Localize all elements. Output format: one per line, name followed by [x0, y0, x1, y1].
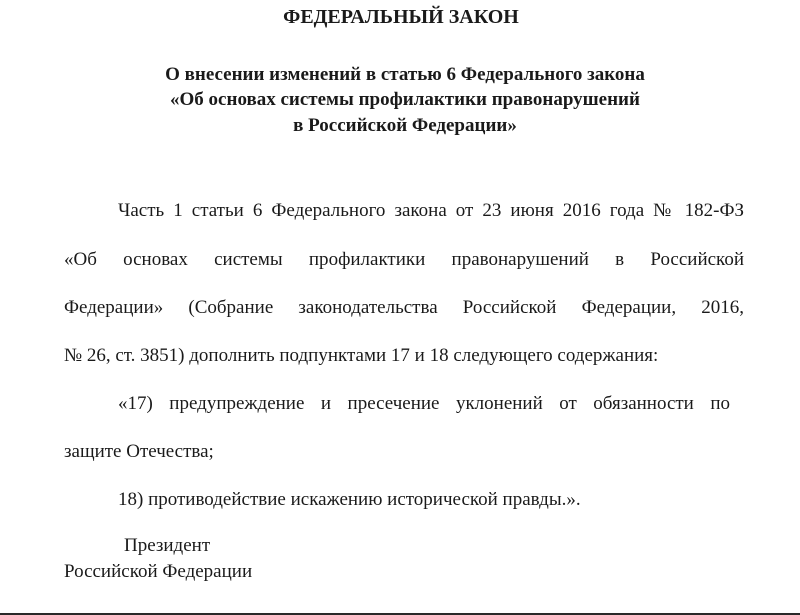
item-17-line-1: «17) предупреждение и пресечение уклонений от обязанности по	[118, 393, 730, 414]
body-line-3: Федерации» (Собрание законодательства Российской Федерации, 2016,	[64, 297, 744, 318]
body-line-1: Часть 1 статьи 6 Федерального закона от 23 июня 2016 года № 182-ФЗ	[118, 200, 744, 221]
title-line-1: О внесении изменений в статью 6 Федерального закона	[165, 64, 645, 85]
title-line-2: «Об основах системы профилактики правонарушений	[170, 89, 640, 110]
signature-country: Российской Федерации	[64, 561, 253, 582]
item-18-line: 18) противодействие искажению исторической правды.».	[118, 489, 581, 510]
body-line-4: № 26, ст. 3851) дополнить подпунктами 17 и 18 следующего содержания:	[64, 345, 659, 366]
document-type-heading: ФЕДЕРАЛЬНЫЙ ЗАКОН	[283, 6, 519, 28]
title-line-3: в Российской Федерации»	[293, 115, 517, 136]
signature-title: Президент	[124, 535, 211, 556]
item-17-line-2: защите Отечества;	[64, 441, 214, 462]
body-line-2: «Об основах системы профилактики правонарушений в Российской	[64, 249, 744, 270]
